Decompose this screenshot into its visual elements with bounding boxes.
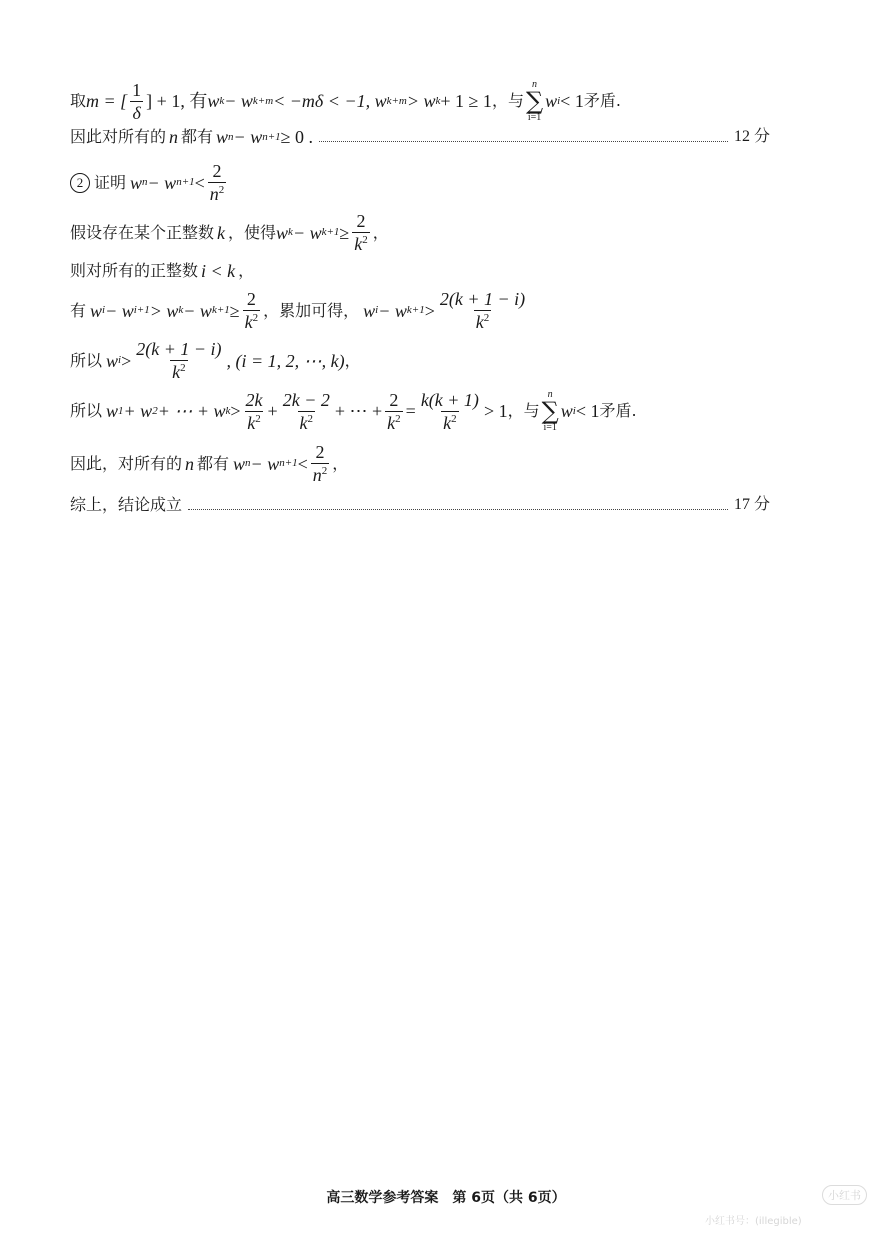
math: < −mδ < −1, w: [273, 91, 387, 112]
text: 综上，结论成立: [70, 495, 183, 514]
math: > w: [149, 300, 179, 321]
summation: [542, 390, 559, 433]
subscript: n+1: [279, 457, 298, 469]
math: + 1 ≥ 1: [440, 91, 492, 112]
text: 取: [70, 91, 87, 111]
math: n: [169, 127, 179, 147]
math: m = [: [86, 91, 128, 112]
math: >: [121, 350, 132, 371]
math: < 1: [575, 401, 600, 422]
sigma-icon: ∑: [541, 397, 559, 425]
page-footer: 高三数学参考答案 第 6页（共 6页）: [326, 1190, 566, 1206]
superscript: 2: [307, 412, 314, 425]
watermark-handle: 小红书号：(illegible): [705, 1216, 802, 1227]
math: i < k: [201, 261, 236, 281]
numerator: 2: [389, 389, 399, 410]
text: 则对所有的正整数: [70, 261, 199, 280]
text: 因此对所有的: [70, 127, 167, 146]
subscript: i: [375, 304, 379, 316]
math: ] + 1, 有: [146, 91, 208, 112]
fraction: [352, 212, 370, 253]
denominator: δ: [132, 102, 141, 123]
math: w: [106, 401, 119, 422]
subscript: k+m: [252, 94, 274, 107]
denominator: k: [475, 312, 484, 332]
dot-leader: [319, 133, 728, 142]
math: w: [363, 300, 376, 321]
math: − w: [224, 91, 253, 112]
math: <: [297, 453, 308, 474]
subscript: i: [572, 404, 576, 417]
denominator: k: [354, 234, 363, 254]
math: − w: [233, 127, 263, 147]
numerator: 2(k + 1 − i): [136, 339, 222, 359]
numerator: 2(k + 1 − i): [439, 289, 526, 309]
summation: [526, 80, 543, 123]
fraction: [311, 443, 330, 484]
fraction: [208, 162, 227, 203]
math: w: [106, 350, 119, 371]
math: − w: [378, 300, 407, 321]
watermark-badge: 小红书: [822, 1185, 867, 1205]
subscript: n+1: [176, 176, 195, 188]
superscript: 2: [395, 412, 401, 425]
text: ，与: [491, 91, 524, 111]
sigma-icon: ∑: [525, 87, 544, 115]
subscript: k+1: [406, 304, 425, 316]
sum-lower: i=1: [527, 111, 542, 123]
superscript: 2: [218, 184, 225, 196]
denominator: k: [172, 362, 181, 382]
math: w: [130, 172, 143, 193]
denominator: k: [244, 312, 253, 332]
numerator: 2k − 2: [282, 389, 330, 410]
sum-upper: n: [547, 389, 553, 400]
subscript: k: [225, 404, 231, 417]
subscript: k: [178, 304, 184, 316]
math: >: [424, 300, 435, 321]
numerator: 2: [315, 442, 325, 462]
subscript: 1: [118, 404, 124, 417]
text: 证明: [94, 172, 127, 192]
text: 假设存在某个正整数: [70, 222, 215, 242]
math: n: [185, 453, 195, 474]
math: ≥ 0 .: [280, 127, 314, 147]
math: w: [90, 300, 103, 321]
subscript: 2: [152, 404, 158, 417]
circled-number: 2: [70, 173, 90, 193]
denominator: k: [387, 412, 396, 433]
math: ≥: [229, 300, 240, 321]
math: > w: [406, 91, 436, 112]
text: 矛盾.: [599, 401, 637, 421]
fraction: [244, 391, 265, 432]
math: w: [276, 222, 289, 243]
math: w: [545, 91, 558, 112]
sum-lower: i=1: [543, 421, 557, 433]
superscript: 2: [321, 465, 328, 477]
text: ，: [344, 350, 361, 370]
math: + ⋯ + w: [157, 401, 226, 422]
subscript: k+1: [321, 226, 340, 238]
line-4: [70, 212, 770, 253]
line-1: [70, 80, 770, 123]
denominator: k: [443, 412, 452, 433]
math: k: [217, 222, 226, 243]
subscript: k: [219, 94, 225, 107]
subscript: n: [245, 457, 251, 469]
superscript: 2: [451, 412, 457, 425]
denominator: n: [209, 184, 219, 204]
fraction: [130, 81, 143, 122]
text: 因此，对所有的: [70, 453, 183, 473]
math: <: [194, 172, 205, 193]
line-7: [70, 340, 770, 381]
text: 所以: [70, 401, 103, 421]
fraction: [438, 290, 527, 331]
numerator: 2: [246, 289, 256, 309]
subscript: n: [228, 130, 234, 143]
subscript: n+1: [262, 130, 281, 143]
text: ，与: [507, 401, 540, 421]
fraction: [134, 340, 223, 381]
score-marker: 17 分: [733, 496, 770, 513]
line-2: [70, 128, 770, 146]
text: ，: [238, 261, 255, 280]
math: w: [233, 453, 246, 474]
text: 所以: [70, 350, 103, 370]
superscript: 2: [483, 312, 490, 324]
score-marker: 12 分: [733, 128, 770, 145]
fraction: [419, 391, 481, 432]
math: < 1: [560, 91, 584, 112]
denominator: k: [247, 412, 256, 433]
fraction: [243, 290, 261, 331]
text: 矛盾.: [583, 91, 621, 111]
sum-upper: n: [532, 79, 538, 90]
math: ≥: [339, 222, 350, 243]
math: − w: [250, 453, 280, 474]
text: ，使得: [228, 222, 277, 242]
line-3: [70, 162, 770, 203]
math: >: [230, 401, 241, 422]
math: +: [267, 401, 278, 422]
numerator: 2: [212, 161, 222, 181]
math: w: [560, 401, 573, 422]
dot-leader: [188, 501, 728, 510]
math: − w: [105, 300, 134, 321]
subscript: k: [288, 226, 293, 238]
subscript: i+1: [133, 304, 150, 316]
fraction: [281, 391, 332, 432]
superscript: 2: [362, 234, 368, 246]
denominator: n: [312, 465, 322, 485]
math: − w: [147, 172, 177, 193]
superscript: 2: [180, 362, 186, 374]
subscript: i: [557, 94, 561, 107]
text: ，: [332, 453, 349, 473]
superscript: 2: [252, 312, 259, 324]
math: + w: [123, 401, 153, 422]
text: 都有: [181, 127, 214, 146]
math: > 1: [483, 401, 508, 422]
subscript: k: [435, 94, 441, 107]
fraction: [385, 391, 403, 432]
math: , (i = 1, 2, ⋯, k): [226, 350, 345, 371]
line-10: [70, 497, 770, 513]
numerator: k(k + 1): [420, 389, 479, 410]
line-5: [70, 262, 770, 280]
superscript: 2: [255, 412, 261, 425]
subscript: i: [118, 354, 122, 366]
denominator: k: [299, 412, 308, 433]
numerator: 2k: [245, 389, 263, 410]
text: ，: [372, 222, 389, 242]
text: 有: [70, 300, 87, 320]
text: 都有: [197, 453, 230, 473]
subscript: k+m: [386, 94, 407, 107]
line-9: [70, 443, 770, 484]
math: − w: [183, 300, 212, 321]
math: =: [405, 401, 416, 422]
math: w: [216, 127, 229, 147]
subscript: i: [102, 304, 106, 316]
subscript: k+1: [211, 304, 230, 316]
line-6: [70, 290, 770, 331]
math: + ⋯ +: [334, 401, 383, 422]
text: ，累加可得，: [263, 300, 360, 320]
math: w: [207, 91, 220, 112]
line-8: [70, 390, 770, 433]
numerator: 2: [356, 211, 366, 231]
subscript: n: [142, 176, 148, 188]
numerator: 1: [132, 79, 142, 100]
math: − w: [292, 222, 322, 243]
